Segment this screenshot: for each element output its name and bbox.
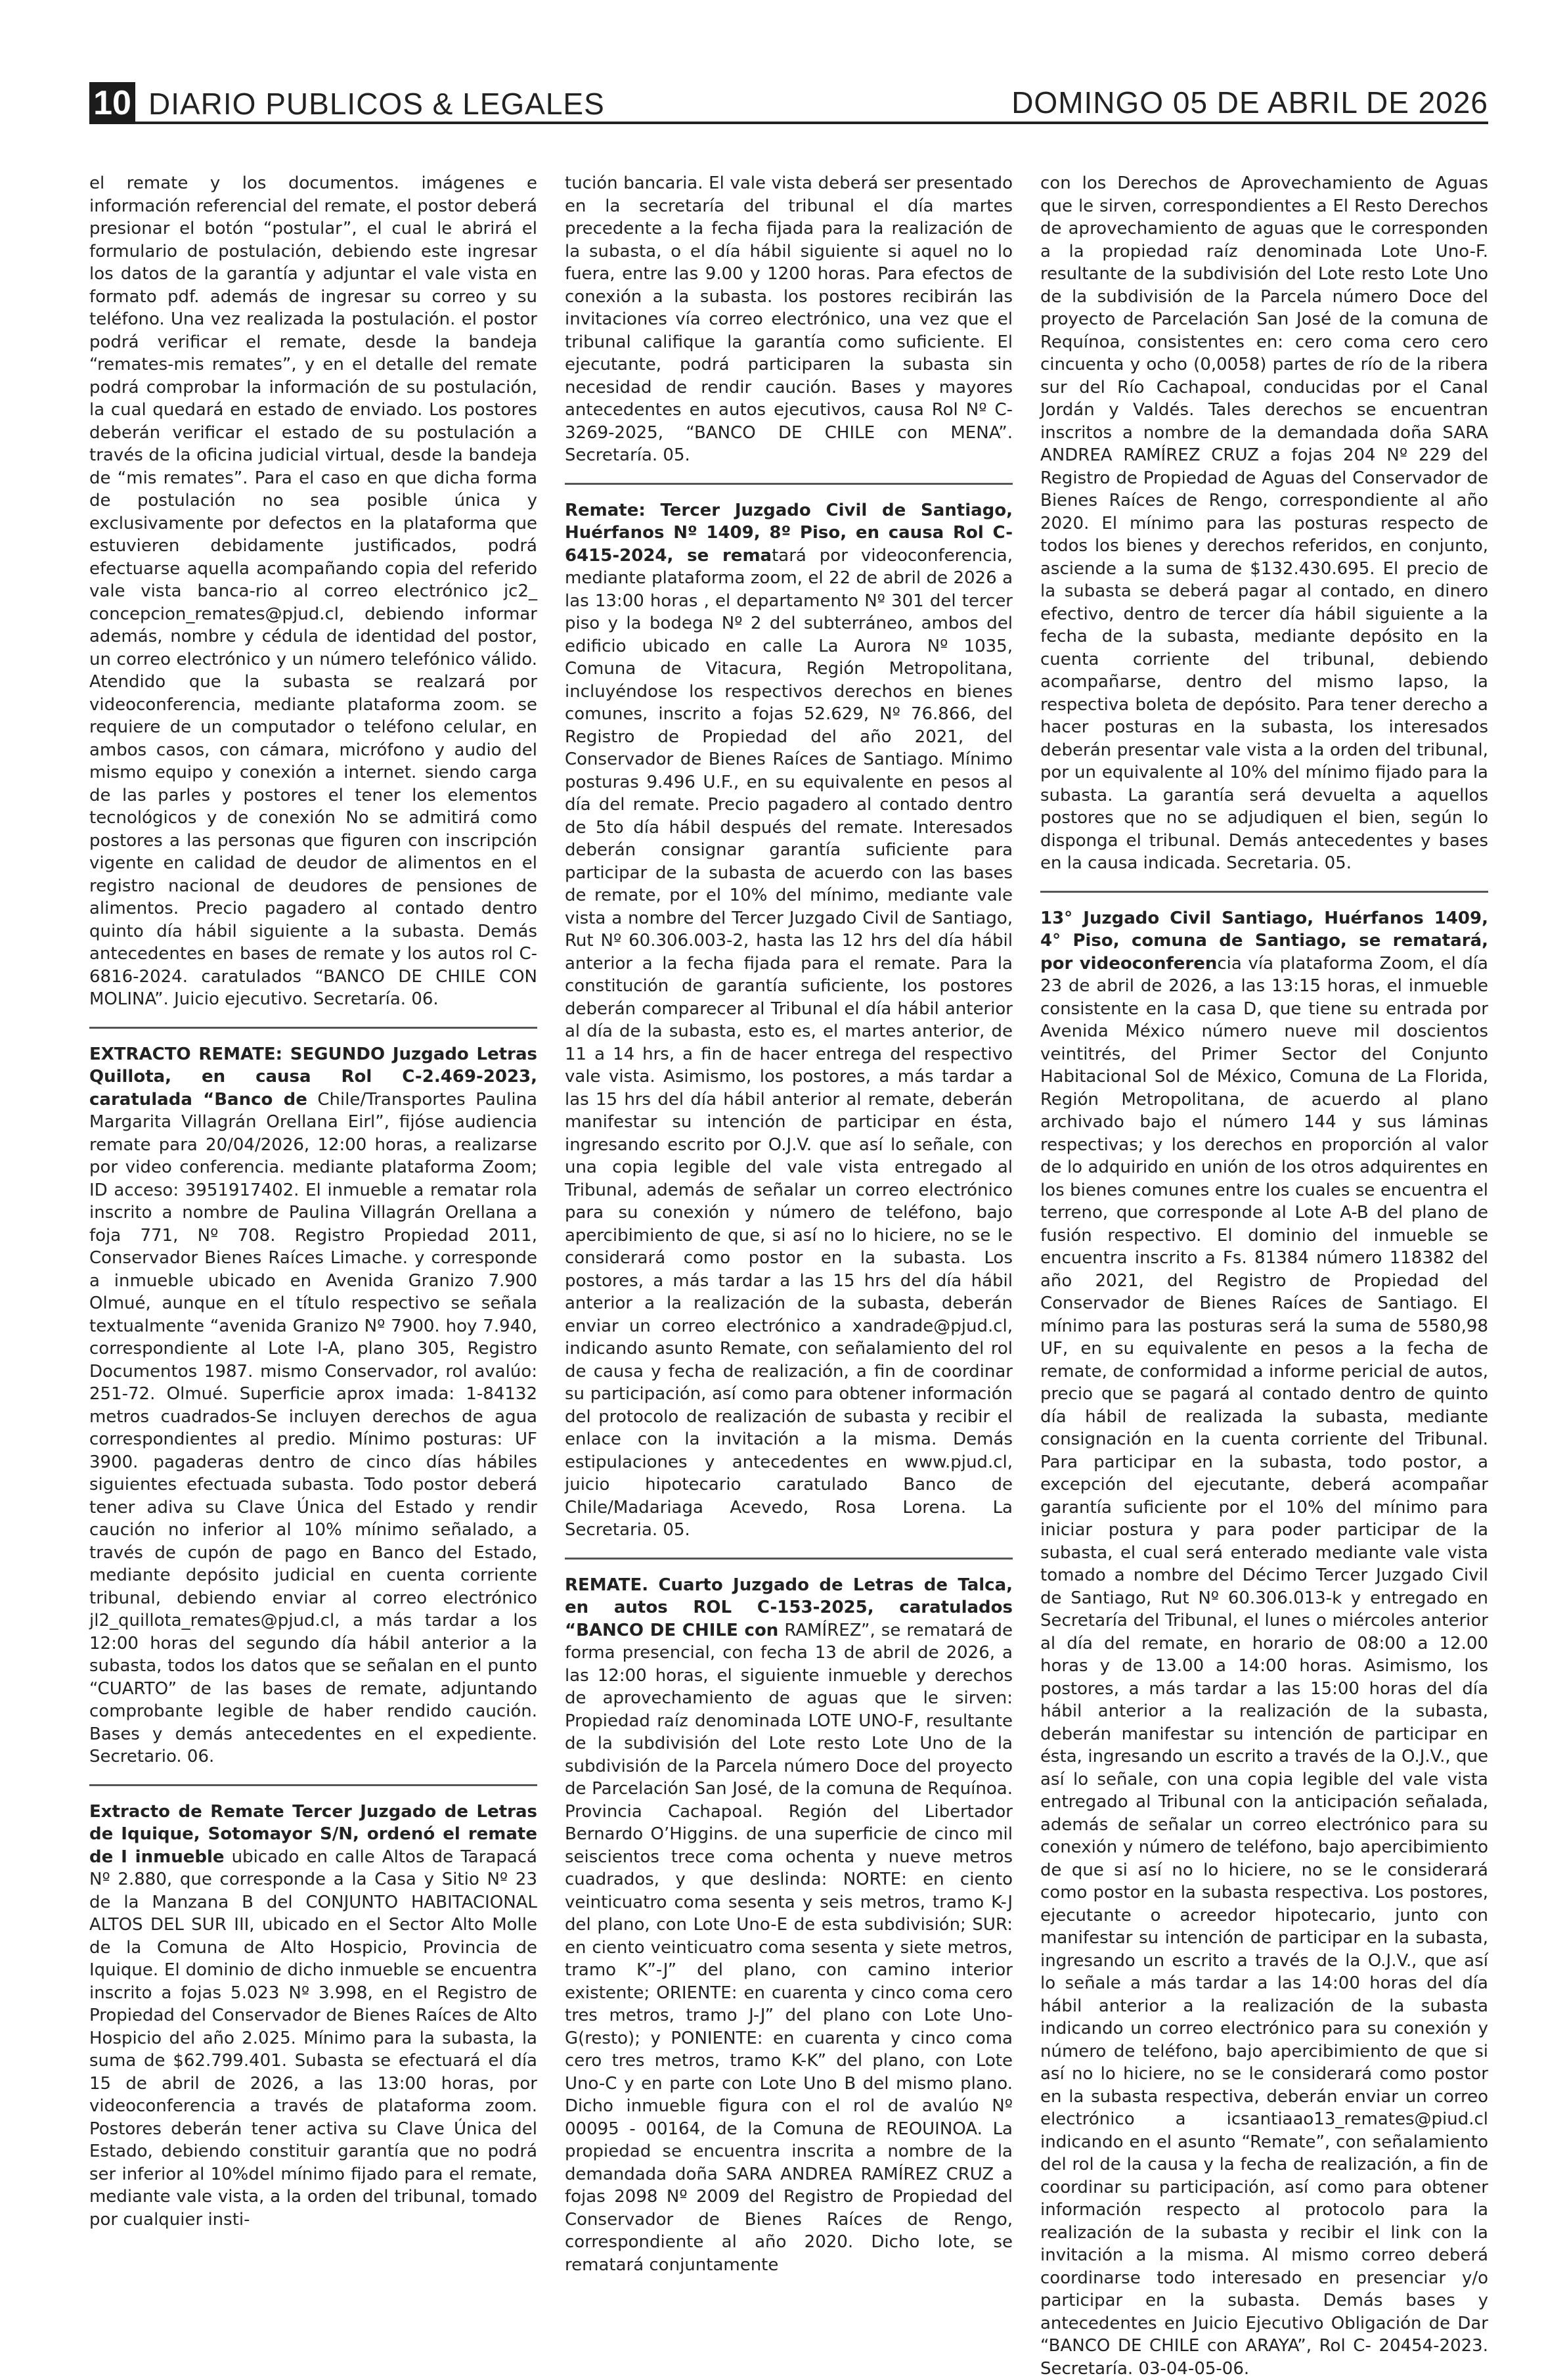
notice-remate-santiago-3 bbox=[565, 499, 1013, 1542]
notice-remate-santiago-13 bbox=[1040, 907, 1488, 2380]
page-number: 10 bbox=[89, 82, 135, 124]
notice-divider bbox=[89, 1784, 537, 1786]
notice-divider bbox=[565, 483, 1013, 485]
publication-date: DOMINGO 05 DE ABRIL DE 2026 bbox=[1011, 85, 1488, 120]
notice-remate-talca bbox=[565, 1574, 1013, 2277]
notice-body: tución bancaria. El vale vista deberá ser presentado en la secretaría del tribunal el día martes precedente a la fecha fijada para la realización de la subasta, o el día hábil siguiente si aquel no lo fuera, entre las 9.00 y 1200 horas. Para efectos de conexión a la subasta. los postores recibirán las invitaciones vía correo electrónico, una vez que el tribunal califique la garantía como suficiente. El ejecutante, podrá participaren la subasta sin necesidad de rendir caución. Bases y mayores antecedentes en autos ejecutivos, causa Rol Nº C-3269-2025, “BANCO DE CHILE con MENA”. Secretaría. 05. bbox=[565, 173, 1013, 465]
notice-continuation bbox=[89, 172, 537, 1011]
column-3 bbox=[1040, 172, 1488, 2274]
notice-remate-iquique bbox=[89, 1801, 537, 2232]
notice-remate-quillota bbox=[89, 1043, 537, 1768]
column-1 bbox=[89, 172, 537, 2274]
notice-heading: Extracto de Remate Tercer Juzgado de Letras de Iquique, Sotomayor S/N, ordenó el remate de I inmueble bbox=[89, 1802, 537, 1867]
notice-body: RAMÍREZ”, se rematará de forma presencial, con fecha 13 de abril de 2026, a las 12:00 horas, el siguiente inmueble y derechos de aprovechamiento de aguas que le sirven: Propiedad raíz denominada LOTE UNO-F, resultante de la subdivisión del Lote resto Lote Uno de la subdivisión de la Parcela número Doce del proyecto de Parcelación San José, de la comuna de Requínoa. Provincia Cachapoal. Región del Libertador Bernardo O’Higgins. de una superficie de cinco mil seiscientos trece coma ochenta y nueve metros cuadrados, y que deslinda: NORTE: en ciento veinticuatro coma sesenta y seis metros, tramo K-J del plano, con Lote Uno-E de esta subdivisión; SUR: en ciento veinticuatro coma sesenta y siete metros, tramo K”-J” del plano, con camino interior existente; ORIENTE: en cuarenta y cinco coma cero tres metros, tramo J-J” del plano con Lote Uno-G(resto); y PONIENTE: en cuarenta y cinco coma cero tres metros, tramo K-K” del plano, con Lote Uno-C y en parte con Lote Uno B del mismo plano. Dicho inmueble figura con el rol de avalúo Nº 00095 - 00164, de la Comuna de REOUINOA. La propiedad se encuentra inscrita a nombre de la demandada doña SARA ANDREA RAMÍREZ CRUZ a fojas 2098 Nº 2009 del Registro de Propiedad del Conservador de Bienes Raíces de Rengo, correspondiente al año 2020. Dicho lote, se rematará conjuntamente bbox=[565, 1621, 1013, 2275]
notice-body: ubicado en calle Altos de Tarapacá Nº 2.880, que corresponde a la Casa y Sitio Nº 23 de la Manzana B del CONJUNTO HABITACIONAL ALTOS DEL SUR III, ubicado en el Sector Alto Molle de la Comuna de Alto Hospicio, Provincia de Iquique. El dominio de dicho inmueble se encuentra inscrito a fojas 5.023 Nº 3.998, en el Registro de Propiedad del Conservador de Bienes Raíces de Alto Hospicio del año 2.025. Mínimo para la subasta, la suma de $62.799.401. Subasta se efectuará el día 15 de abril de 2026, a las 13:00 horas, por videoconferencia a través de plataforma zoom. Postores deberán tener activa su Clave Única del Estado, debiendo constituir garantía que no podrá ser inferior al 10%del mínimo fijado para el remate, mediante vale vista, a la orden del tribunal, tomado por cualquier insti- bbox=[89, 1847, 537, 2230]
notice-body: tará por videoconferencia, mediante plataforma zoom, el 22 de abril de 2026 a las 13:00 horas , el departamento Nº 301 del tercer piso y la bodega Nº 2 del subterráneo, ambos del edificio ubicado en calle La Aurora Nº 1035, Comuna de Vitacura, Región Metropolitana, incluyéndose los respectivos derechos en bienes comunes, inscrito a fojas 52.629, Nº 76.866, del Registro de Propiedad del año 2021, del Conservador de Bienes Raíces de Santiago. Mínimo posturas 9.496 U.F., en su equivalente en pesos al día del remate. Precio pagadero al contado dentro de 5to día hábil después del remate. Interesados deberán consignar garantía suficiente para participar de la subasta de acuerdo con las bases de remate, por el 10% del mínimo, mediante vale vista a nombre del Tercer Juzgado Civil de Santiago, Rut Nº 60.306.003-2, hasta las 12 hrs del día hábil anterior a la fecha fijada para el remate. Para la constitución de garantía suficiente, los postores deberán comparecer al Tribunal el día hábil anterior al día de la subasta, esto es, el martes anterior, de 11 a 14 hrs, a fin de hacer entrega del respectivo vale vista. Asimismo, los postores, a más tardar a las 15 hrs del día hábil anterior al remate, deberán manifestar su intención de participar en ésta, ingresando escrito por O.J.V. que así lo señale, con una copia legible del vale vista entregado al Tribunal, además de señalar un correo electrónico para su conexión y número de teléfono, bajo apercibimiento de que, si así no lo hiciere, no se le considerará como postor en la subasta. Los postores, a más tardar a las 15 hrs del día hábil anterior a la realización de la subasta, deberán enviar un correo electrónico a xandrade@pjud.cl, indicando asunto Remate, con señalamiento del rol de causa y fecha de realización, a fin de coordinar su participación, así como para obtener información del protocolo de realización de subasta y recibir el enlace con la invitación a la misma. Demás estipulaciones y antecedentes en www.pjud.cl, juicio hipotecario caratulado Banco de Chile/Madariaga Acevedo, Rosa Lorena. La Secretaria. 05. bbox=[565, 546, 1013, 1540]
notice-heading: EXTRACTO REMATE: SEGUNDO Juzgado Letras Quillota, en causa Rol C-2.469-2023, caratulada “Banco de bbox=[89, 1044, 537, 1110]
notice-divider bbox=[565, 1558, 1013, 1560]
notice-heading: Remate: Tercer Juzgado Civil de Santiago, Huérfanos Nº 1409, 8º Piso, en causa Rol C-6415-2024, se rema bbox=[565, 501, 1013, 566]
notice-divider bbox=[89, 1027, 537, 1029]
notice-body: Chile/Transportes Paulina Margarita Villagrán Orellana Eirl”, fijóse audiencia remate para 20/04/2026, 12:00 horas, a realizarse por video conferencia. mediante plataforma Zoom; ID acceso: 3951917402. El inmueble a rematar rola inscrito a nombre de Paulina Villagrán Orellana a foja 771, Nº 708. Registro Propiedad 2011, Conservador Bienes Raíces Limache. y corresponde a inmueble ubicado en Avenida Granizo 7.900 Olmué, aunque en el título respectivo se señala textualmente “avenida Granizo Nº 7900. hoy 7.940, correspondiente al Lote l-A, plano 305, Registro Documentos 1987. mismo Conservador, rol avalúo: 251-72. Olmué. Superficie aprox imada: 1-84132 metros cuadrados-Se incluyen derechos de agua correspondientes al predio. Mínimo posturas: UF 3900. pagaderas dentro de cinco días hábiles siguientes efectuada subasta. Todo postor deberá tener adiva su Clave Única del Estado y rendir caución no inferior al 10% mínimo señalado, a través de cupón de pago en Banco del Estado, mediante depósito judicial en cuenta corriente tribunal, debiendo enviar al correo electrónico jl2_quillota_remates@pjud.cl, a más tardar a los 12:00 horas del segundo día hábil anterior a la subasta, todos los datos que se señalan en el punto “CUARTO” de las bases de remate, adjuntando comprobante legible de haber rendido caución. Bases y demás antecedentes en el expediente. Secretario. 06. bbox=[89, 1090, 537, 1767]
notice-divider bbox=[1040, 891, 1488, 893]
notice-body: el remate y los documentos. imágenes e información referencial del remate, el postor deberá presionar el botón “postular”, el cual le abrirá el formulario de postulación, debiendo este ingresar los datos de la garantía y adjuntar el vale vista en formato pdf. además de ingresar su correo y su teléfono. Una vez realizada la postulación. el postor podrá verificar el remate, desde la bandeja “remates-mis remates”, y en el detalle del remate podrá comprobar la información de su postulación, la cual quedará en estado de enviado. Los postores deberán verificar el estado de su postulación a través de la oficina judicial virtual, desde la bandeja de “mis remates”. Para el caso en que dicha forma de postulación no sea posible única y exclusivamente por defectos en la plataforma que estuvieren debidamente justificados, podrá efectuarse aquella acompañando copia del referido vale vista banca-rio al correo electrónico jc2_ concepcion_remates@pjud.cl, debiendo informar además, nombre y cédula de identidad del postor, un correo electrónico y un número telefónico válido. Atendido que la subasta se realzará por videoconferencia, mediante plataforma zoom. se requiere de un computador o teléfono celular, en ambos casos, con cámara, micrófono y audio del mismo equipo y conexión a internet. siendo carga de las parles y postores el tener los elementos tecnológicos y de conexión No se admitirá como postores a las personas que figuren con inscripción vigente en calidad de deudor de alimentos en el registro nacional de deudores de pensiones de alimentos. Precio pagadero al contado dentro quinto día hábil siguiente a la subasta. Demás antecedentes en bases de remate y los autos rol C-6816-2024. caratulados “BANCO DE CHILE CON MOLINA”. Juicio ejecutivo. Secretaría. 06. bbox=[89, 173, 537, 1009]
notice-body: cia vía plataforma Zoom, el día 23 de abril de 2026, a las 13:15 horas, el inmueble consistente en la casa D, que tiene su entrada por Avenida México número nueve mil doscientos veintitrés, del Primer Sector del Conjunto Habitacional Sol de México, Comuna de La Florida, Región Metropolitana, de acuerdo al plano archivado bajo el número 144 y sus láminas respectivas; y los derechos en proporción al valor de lo adquirido en unión de los otros adquirentes en los bienes comunes entre los cuales se encuentra el terreno, que corresponde al Lote A-B del plano de fusión respectivo. El dominio del inmueble se encuentra inscrito a Fs. 81384 número 118382 del año 2021, del Registro de Propiedad del Conservador de Bienes Raíces de Santiago. El mínimo para las posturas será la suma de 5580,98 UF, en su equivalente en pesos a la fecha de remate, de conformidad a informe pericial de autos, precio que se pagará al contado dentro de quinto día hábil de realizada la subasta, mediante consignación en la cuenta corriente del Tribunal. Para participar en la subasta, todo postor, a excepción del ejecutante, deberá acompañar garantía suficiente por el 10% del mínimo para iniciar postura y para poder participar de la subasta, el cual será enterado mediante vale vista tomado a nombre del Décimo Tercer Juzgado Civil de Santiago, Rut Nº 60.306.013-k y entregado en Secretaría del Tribunal, el lunes o miércoles anterior al día del remate, en horario de 08:00 a 12.00 horas y de 13.00 a 14:00 horas. Asimismo, los postores, a más tardar a las 15:00 horas del día hábil anterior a la realización de la subasta, deberán manifestar su intención de participar en ésta, ingresando un escrito a través de la O.J.V., que así lo señale, con una copia legible del vale vista entregado al Tribunal con la anticipación señalada, además de señalar un correo electrónico para su conexión y número de teléfono, bajo apercibimiento de que si así no lo hiciere, no se le considerará como postor en la subasta respectiva. Los postores, ejecutante o acreedor hipotecario, junto con manifestar su intención de participar en la subasta, ingresando un escrito a través de la O.J.V., que así lo señale a más tardar a las 14:00 horas del día hábil anterior a la realización de la subasta indicando un correo electrónico para su conexión y número de teléfono, bajo apercibimiento de que si así no lo hiciere, no se le considerará como postor en la subasta respectiva, deberán enviar un correo electrónico a icsantiaao13_remates@piud.cl indicando en el asunto “Remate”, con señalamiento del rol de la causa y la fecha de realización, a fin de coordinar su participación, así como para obtener información respecto al protocolo para la realización de la subasta y recibir el link con la invitación a la misma. Al mismo correo deberá coordinarse todo interesado en presenciar y/o participar en la subasta. Demás bases y antecedentes en Juicio Ejecutivo Obligación de Dar “BANCO DE CHILE con ARAYA”, Rol C- 20454-2023. Secretaría. 03-04-05-06. bbox=[1040, 954, 1488, 2379]
column-2 bbox=[565, 172, 1013, 2274]
notice-heading: 13° Juzgado Civil Santiago, Huérfanos 1409, 4° Piso, comuna de Santiago, se rematará, por videoconferen bbox=[1040, 909, 1488, 974]
notice-heading: REMATE. Cuarto Juzgado de Letras de Talca, en autos ROL C-153-2025, caratulados “BANCO DE CHILE con bbox=[565, 1575, 1013, 1640]
page-header bbox=[89, 82, 1488, 124]
publication-name: DIARIO PUBLICOS & LEGALES bbox=[148, 86, 605, 122]
notice-body: con los Derechos de Aprovechamiento de Aguas que le sirven, correspondientes a El Resto Derechos de aprovechamiento de aguas que le corresponden a la propiedad raíz denominada Lote Uno-F. resultante de la subdivisión del Lote resto Lote Uno de la subdivisión de la Parcela número Doce del proyecto de Parcelación San José de la comuna de Requínoa, consistentes en: cero coma cero cero cincuenta y ocho (0,0058) partes de río de la ribera sur del Río Cachapoal, conducidas por el Canal Jordán y Valdés. Tales derechos se encuentran inscritos a nombre de la demandada doña SARA ANDREA RAMÍREZ CRUZ a fojas 204 Nº 229 del Registro de Propiedad de Aguas del Conservador de Bienes Raíces de Rengo, correspondiente al año 2020. El mínimo para las posturas respecto de todos los bienes y derechos referidos, en conjunto, asciende a la suma de $132.430.695. El precio de la subasta se deberá pagar al contado, en dinero efectivo, dentro de tercer día hábil siguiente a la fecha de la subasta, mediante depósito en la cuenta corriente del tribunal, debiendo acompañarse, dentro del mismo lapso, la respectiva boleta de depósito. Para tener derecho a hacer posturas en la subasta, los interesados deberán presentar vale vista a la orden del tribunal, por un equivalente al 10% del mínimo fijado para la subasta. La garantía será devuelta a aquellos postores que no se adjudiquen el bien, según lo disponga el tribunal. Demás antecedentes y bases en la causa indicada. Secretaria. 05. bbox=[1040, 173, 1488, 873]
notice-continuation bbox=[1040, 172, 1488, 875]
notice-continuation bbox=[565, 172, 1013, 467]
